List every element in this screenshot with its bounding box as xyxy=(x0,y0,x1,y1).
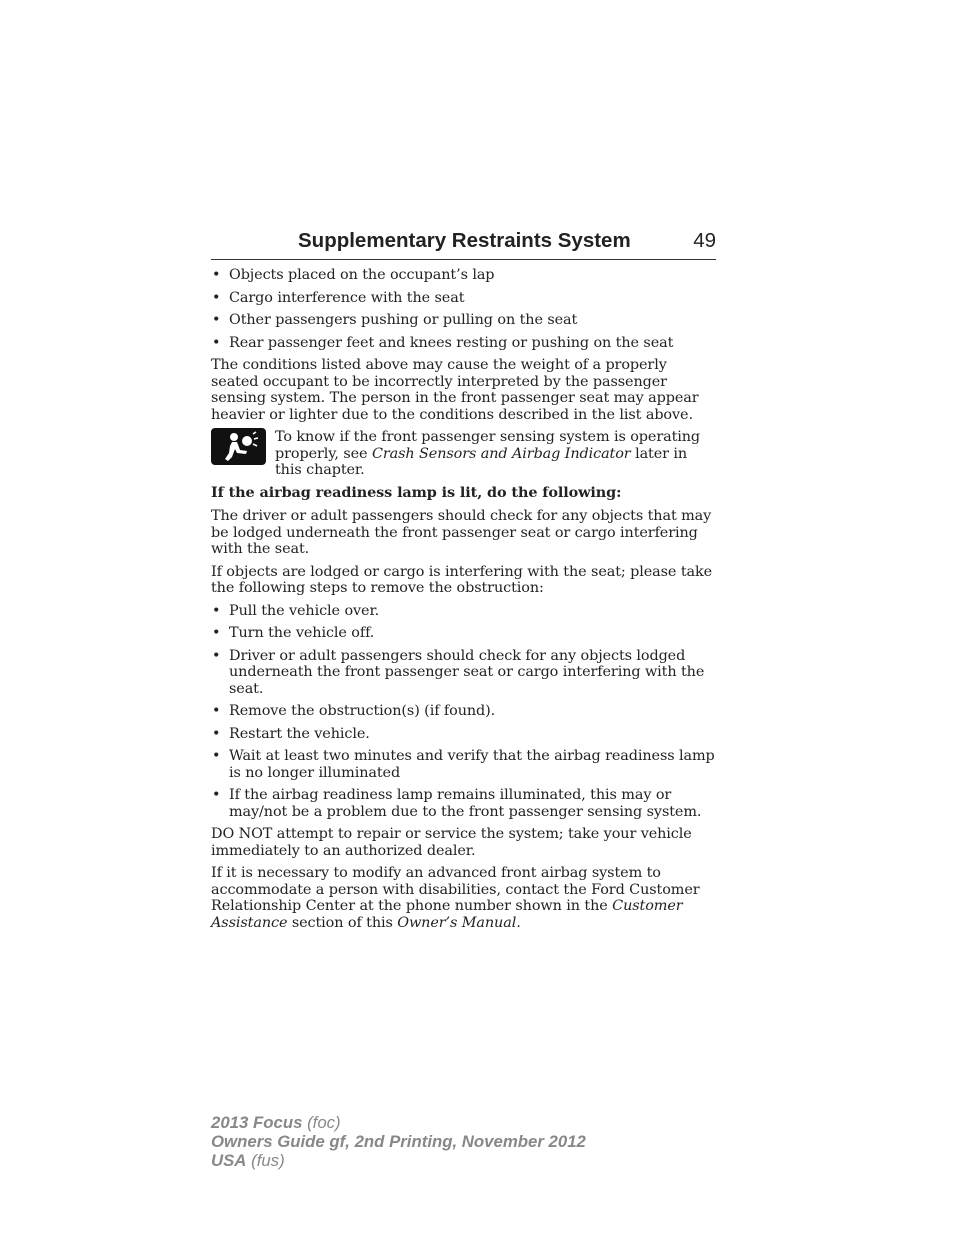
list-item: • Driver or adult passengers should check for any objects lodged underneath the front passenger seat or cargo interfering with the seat. xyxy=(212,647,705,697)
paragraph-modify: If it is necessary to modify an advanced front airbag system to accommodate a person with disabilities, contact the Ford Customer Relationship Center at the phone number shown in the Customer Assistance section of this Owner’s Manual. xyxy=(211,865,700,931)
paragraph-check: The driver or adult passengers should check for any objects that may be lodged underneath the front passenger seat or cargo interfering with the seat. xyxy=(211,508,712,557)
page-header xyxy=(211,229,716,260)
list-item: • Other passengers pushing or pulling on the seat xyxy=(212,312,578,328)
section-title: Supplementary Restraints System xyxy=(298,229,631,252)
footer-line-model: 2013 Focus (foc) xyxy=(211,1113,341,1132)
airbag-icon xyxy=(211,428,266,465)
list-item: • Restart the vehicle. xyxy=(212,725,370,742)
footer-line-guide: Owners Guide gf, 2nd Printing, November 2012 xyxy=(211,1132,586,1151)
list-item: • Turn the vehicle off. xyxy=(212,625,375,641)
list-item: • Objects placed on the occupant’s lap xyxy=(212,267,495,283)
cross-reference: Crash Sensors and Airbag Indicator xyxy=(371,445,631,462)
paragraph-conditions: The conditions listed above may cause the weight of a properly seated occupant to be incorrectly interpreted by the passenger sensing system. The person in the front passenger seat may appear heavier or lighter due to the conditions described in the list above. xyxy=(211,357,699,423)
paragraph-do-not: DO NOT attempt to repair or service the system; take your vehicle immediately to an authorized dealer. xyxy=(211,826,692,859)
list-item: • Rear passenger feet and knees resting or pushing on the seat xyxy=(212,334,674,351)
list-item: • Remove the obstruction(s) (if found). xyxy=(212,703,496,719)
bullet-list-conditions xyxy=(211,267,716,351)
page-number: 49 xyxy=(693,229,716,252)
cross-reference: Customer Assistance xyxy=(211,898,683,931)
note-block xyxy=(211,429,716,479)
page-body xyxy=(211,267,716,937)
bullet-list-steps xyxy=(211,603,716,821)
paragraph-lodged: If objects are lodged or cargo is interfering with the seat; please take the following steps to remove the obstruction: xyxy=(211,563,713,596)
note-text: To know if the front passenger sensing system is operating properly, see Crash Sensors and Airbag Indicator later in this chapter. xyxy=(275,429,701,478)
list-item: • Wait at least two minutes and verify that the airbag readiness lamp is no longer illuminated xyxy=(212,748,715,781)
footer-line-region: USA (fus) xyxy=(211,1151,285,1170)
cross-reference: Owner’s Manual xyxy=(397,914,517,931)
instruction-heading: If the airbag readiness lamp is lit, do the following: xyxy=(211,483,622,501)
page-footer xyxy=(211,1113,586,1170)
list-item: • Pull the vehicle over. xyxy=(212,602,380,619)
list-item: • If the airbag readiness lamp remains illuminated, this may or may/not be a problem due to the front passenger sensing system. xyxy=(212,787,702,820)
list-item: • Cargo interference with the seat xyxy=(212,289,465,306)
